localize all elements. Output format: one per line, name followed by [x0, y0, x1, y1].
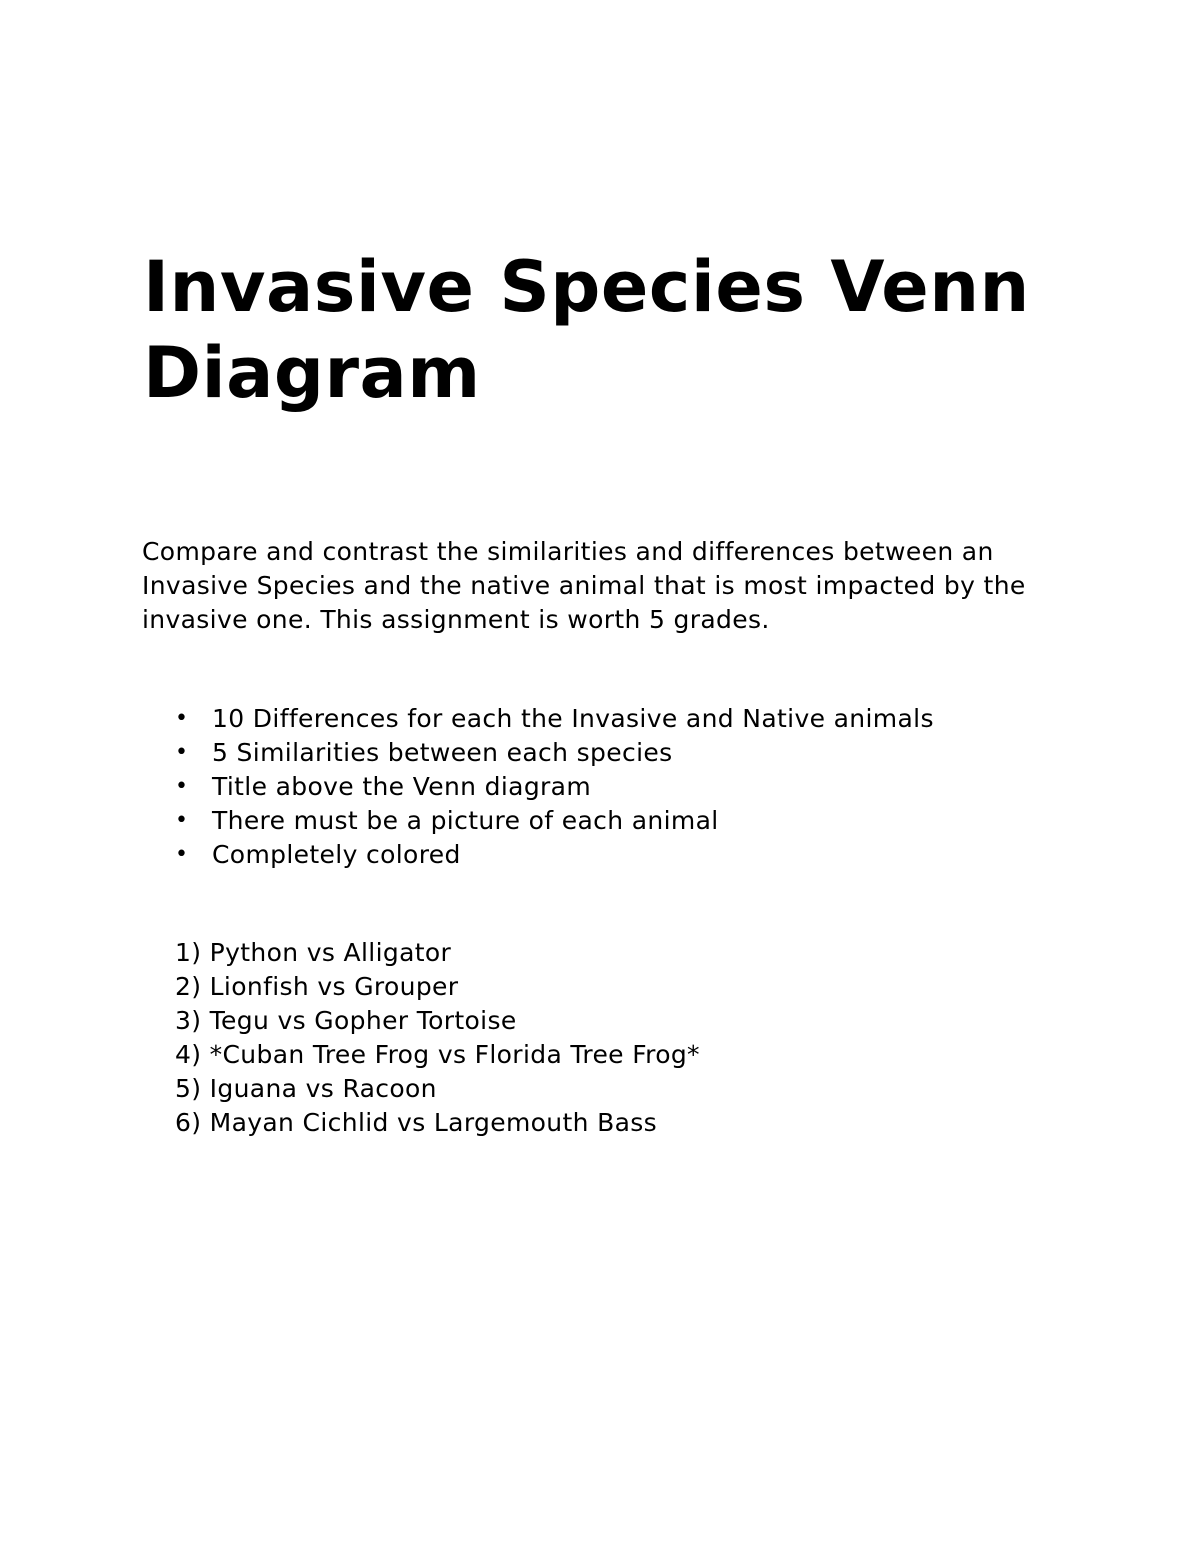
- item-number: 6): [175, 1108, 202, 1137]
- item-number: 2): [175, 972, 202, 1001]
- pairings-list: [175, 936, 700, 1140]
- bullet-icon: •: [175, 774, 189, 799]
- list-item: [175, 936, 700, 970]
- item-number: 4): [175, 1040, 202, 1069]
- requirement-text: Title above the Venn diagram: [212, 772, 592, 801]
- requirement-text: There must be a picture of each animal: [212, 806, 719, 835]
- pairing-text: Iguana vs Racoon: [209, 1074, 437, 1103]
- list-item: [172, 804, 934, 838]
- list-item: [172, 702, 934, 736]
- item-number: 1): [175, 938, 202, 967]
- pairing-text: Mayan Cichlid vs Largemouth Bass: [209, 1108, 658, 1137]
- list-item: [172, 838, 934, 872]
- item-number: 5): [175, 1074, 202, 1103]
- pairing-text: Python vs Alligator: [209, 938, 452, 967]
- intro-paragraph: Compare and contrast the similarities and differences between an Invasive Species and the native animal that is most impacted by the invasive one. This assignment is worth 5 grades.: [142, 537, 1026, 634]
- requirement-text: Completely colored: [212, 840, 461, 869]
- requirements-list: [172, 702, 934, 872]
- list-item: [175, 970, 700, 1004]
- pairing-text: *Cuban Tree Frog vs Florida Tree Frog*: [209, 1040, 700, 1069]
- requirement-text: 5 Similarities between each species: [212, 738, 673, 767]
- pairing-text: Tegu vs Gopher Tortoise: [209, 1006, 517, 1035]
- bullet-icon: •: [175, 808, 189, 833]
- bullet-icon: •: [175, 740, 189, 765]
- bullet-icon: •: [175, 842, 189, 867]
- list-item: [175, 1106, 700, 1140]
- page-title: Invasive Species Venn Diagram: [143, 246, 1030, 414]
- list-item: [172, 736, 934, 770]
- list-item: [175, 1004, 700, 1038]
- bullet-icon: •: [175, 706, 189, 731]
- list-item: [175, 1038, 700, 1072]
- pairing-text: Lionfish vs Grouper: [209, 972, 459, 1001]
- item-number: 3): [175, 1006, 202, 1035]
- requirement-text: 10 Differences for each the Invasive and Native animals: [212, 704, 934, 733]
- list-item: [172, 770, 934, 804]
- list-item: [175, 1072, 700, 1106]
